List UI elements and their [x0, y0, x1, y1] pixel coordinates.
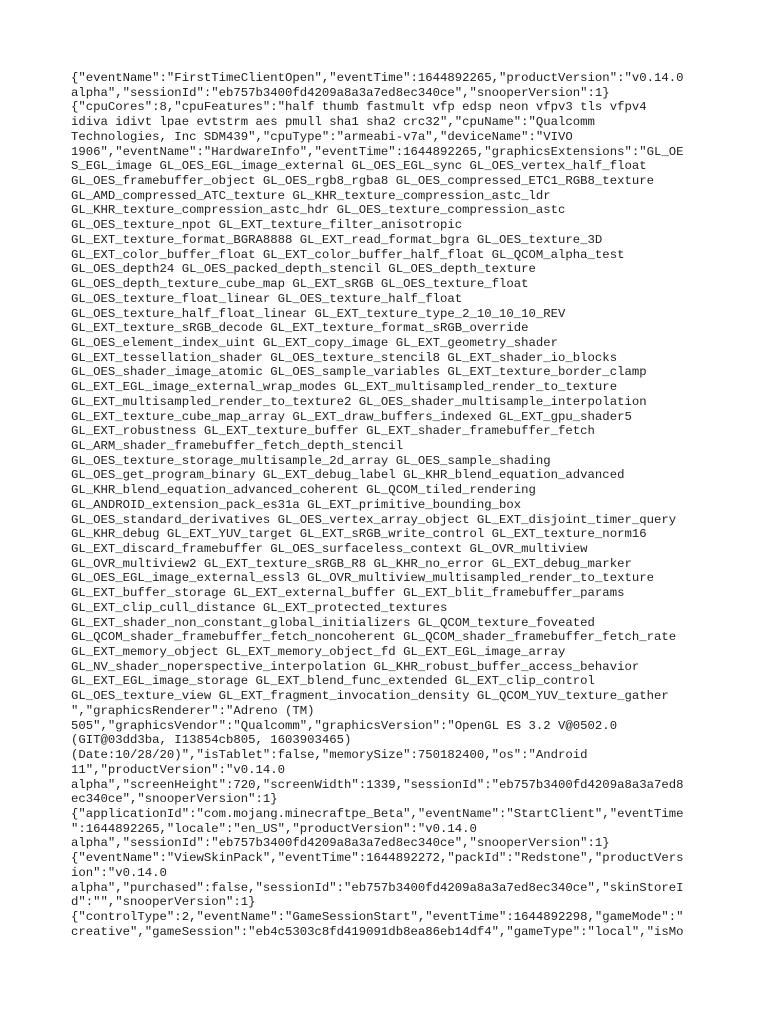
log-line: GL_ARM_shader_framebuffer_fetch_depth_stencil	[71, 438, 404, 453]
log-line: GL_OES_texture_half_float_linear GL_EXT_texture_type_2_10_10_10_REV	[71, 306, 566, 321]
log-line: GL_OES_depth_texture_cube_map GL_EXT_sRGB GL_OES_texture_float	[71, 277, 529, 292]
log-line: GL_EXT_color_buffer_float GL_EXT_color_buffer_half_float GL_QCOM_alpha_test	[71, 247, 625, 262]
log-line: alpha","sessionId":"eb757b3400fd4209a8a3a7ed8ec340ce","snooperVersion":1}	[71, 836, 610, 851]
log-line: GL_EXT_shader_non_constant_global_initializers GL_QCOM_texture_foveated	[71, 615, 595, 630]
log-line: GL_EXT_EGL_image_external_wrap_modes GL_EXT_multisampled_render_to_texture	[71, 380, 618, 395]
log-line: d":"","snooperVersion":1}	[71, 895, 256, 910]
log-line: GL_OES_texture_view GL_EXT_fragment_invocation_density GL_QCOM_YUV_texture_gather	[71, 689, 669, 704]
log-line: GL_OVR_multiview2 GL_EXT_texture_sRGB_R8 GL_KHR_no_error GL_EXT_debug_marker	[71, 556, 632, 571]
log-line: GL_OES_get_program_binary GL_EXT_debug_label GL_KHR_blend_equation_advanced	[71, 468, 625, 483]
log-line: alpha","sessionId":"eb757b3400fd4209a8a3a7ed8ec340ce","snooperVersion":1}	[71, 85, 610, 100]
log-line: GL_EXT_texture_sRGB_decode GL_EXT_texture_format_sRGB_override	[71, 321, 529, 336]
log-line: creative","gameSession":"eb4c5303c8fd419091db8ea86eb14df4","gameType":"local","isMo	[71, 924, 684, 939]
log-line: GL_OES_texture_float_linear GL_OES_texture_half_float	[71, 291, 463, 306]
log-line: GL_KHR_debug GL_EXT_YUV_target GL_EXT_sRGB_write_control GL_EXT_texture_norm16	[71, 527, 647, 542]
log-line: S_EGL_image GL_OES_EGL_image_external GL_OES_EGL_sync GL_OES_vertex_half_float	[71, 159, 647, 174]
log-line: GL_OES_texture_npot GL_EXT_texture_filter_anisotropic	[71, 218, 463, 233]
log-line: 11","productVersion":"v0.14.0	[71, 762, 286, 777]
log-line: GL_OES_framebuffer_object GL_OES_rgb8_rgba8 GL_OES_compressed_ETC1_RGB8_texture	[71, 174, 654, 189]
log-line: GL_EXT_tessellation_shader GL_OES_texture_stencil8 GL_EXT_shader_io_blocks	[71, 350, 618, 365]
log-line: ec340ce","snooperVersion":1}	[71, 792, 278, 807]
log-line: {"applicationId":"com.mojang.minecraftpe_Beta","eventName":"StartClient","eventTime	[71, 806, 684, 821]
log-line: GL_QCOM_shader_framebuffer_fetch_noncoherent GL_QCOM_shader_framebuffer_fetch_rate	[71, 630, 677, 645]
log-line: GL_EXT_texture_format_BGRA8888 GL_EXT_read_format_bgra GL_OES_texture_3D	[71, 232, 603, 247]
log-line: {"eventName":"FirstTimeClientOpen","eventTime":1644892265,"productVersion":"v0.14.0	[71, 71, 684, 85]
log-line: GL_OES_texture_storage_multisample_2d_array GL_OES_sample_shading	[71, 453, 551, 468]
log-line: GL_EXT_robustness GL_EXT_texture_buffer GL_EXT_shader_framebuffer_fetch	[71, 424, 595, 439]
log-line: GL_EXT_EGL_image_storage GL_EXT_blend_func_extended GL_EXT_clip_control	[71, 674, 595, 689]
log-document	[71, 71, 701, 939]
log-line: {"cpuCores":8,"cpuFeatures":"half thumb fastmult vfp edsp neon vfpv3 tls vfpv4	[71, 100, 647, 115]
log-line: (GIT@03dd3ba, I13854cb805, 1603903465)	[71, 733, 352, 748]
log-line: GL_OES_depth24 GL_OES_packed_depth_stencil GL_OES_depth_texture	[71, 262, 536, 277]
log-line: alpha","screenHeight":720,"screenWidth":1339,"sessionId":"eb757b3400fd4209a8a3a7ed8	[71, 777, 684, 792]
log-line: GL_EXT_discard_framebuffer GL_OES_surfaceless_context GL_OVR_multiview	[71, 542, 588, 556]
log-line: GL_OES_shader_image_atomic GL_OES_sample_variables GL_EXT_texture_border_clamp	[71, 365, 647, 380]
log-line: ","graphicsRenderer":"Adreno (TM)	[71, 703, 315, 718]
log-line: GL_OES_EGL_image_external_essl3 GL_OVR_multiview_multisampled_render_to_texture	[71, 571, 654, 586]
log-line: GL_EXT_buffer_storage GL_EXT_external_buffer GL_EXT_blit_framebuffer_params	[71, 586, 625, 601]
log-line: {"eventName":"ViewSkinPack","eventTime":1644892272,"packId":"Redstone","productVers	[71, 851, 684, 866]
log-line: GL_ANDROID_extension_pack_es31a GL_EXT_primitive_bounding_box	[71, 497, 522, 512]
log-line: GL_AMD_compressed_ATC_texture GL_KHR_texture_compression_astc_ldr	[71, 188, 551, 203]
log-line: GL_EXT_multisampled_render_to_texture2 GL_OES_shader_multisample_interpolation	[71, 394, 647, 409]
log-line: ion":"v0.14.0	[71, 865, 167, 880]
log-line: GL_EXT_clip_cull_distance GL_EXT_protected_textures	[71, 600, 448, 615]
log-line: GL_OES_element_index_uint GL_EXT_copy_image GL_EXT_geometry_shader	[71, 335, 559, 350]
log-line: GL_OES_standard_derivatives GL_OES_vertex_array_object GL_EXT_disjoint_timer_query	[71, 512, 677, 527]
log-line: ":1644892265,"locale":"en_US","productVersion":"v0.14.0	[71, 821, 477, 836]
log-line: GL_EXT_texture_cube_map_array GL_EXT_draw_buffers_indexed GL_EXT_gpu_shader5	[71, 409, 632, 424]
log-line: GL_KHR_blend_equation_advanced_coherent GL_QCOM_tiled_rendering	[71, 483, 536, 498]
log-line: {"controlType":2,"eventName":"GameSessionStart","eventTime":1644892298,"gameMode":"	[71, 909, 684, 924]
log-line: GL_EXT_memory_object GL_EXT_memory_object_fd GL_EXT_EGL_image_array	[71, 645, 566, 660]
log-line: 505","graphicsVendor":"Qualcomm","graphicsVersion":"OpenGL ES 3.2 V@0502.0	[71, 718, 618, 733]
log-line: idiva idivt lpae evtstrm aes pmull sha1 sha2 crc32","cpuName":"Qualcomm	[71, 115, 595, 130]
log-line: alpha","purchased":false,"sessionId":"eb757b3400fd4209a8a3a7ed8ec340ce","skinStoreI	[71, 880, 684, 895]
log-line: GL_NV_shader_noperspective_interpolation GL_KHR_robust_buffer_access_behavior	[71, 659, 640, 674]
log-line: GL_KHR_texture_compression_astc_hdr GL_OES_texture_compression_astc	[71, 203, 566, 218]
log-line: (Date:10/28/20)","isTablet":false,"memorySize":750182400,"os":"Android	[71, 748, 588, 763]
log-line: 1906","eventName":"HardwareInfo","eventTime":1644892265,"graphicsExtensions":"GL_OE	[71, 144, 684, 159]
log-line: Technologies, Inc SDM439","cpuType":"armeabi-v7a","deviceName":"VIVO	[71, 129, 573, 144]
